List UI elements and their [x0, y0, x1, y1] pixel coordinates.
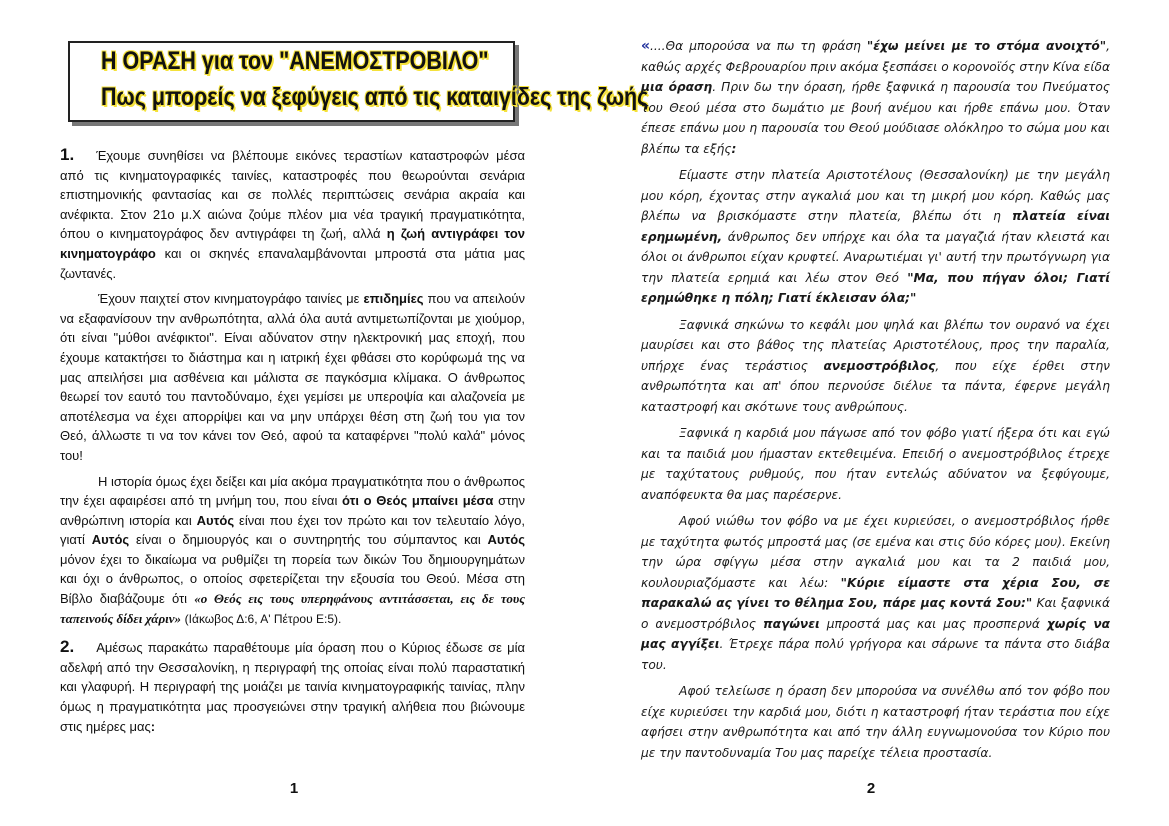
- bold-text: μια όραση: [641, 80, 713, 94]
- page-number: 2: [866, 780, 876, 797]
- text: είναι ο δημιουργός και ο συντηρητής του σύμπαντος και: [135, 532, 481, 548]
- bold-text: Αυτός: [487, 532, 525, 548]
- text: μπροστά μας και μας προσπερνά: [826, 616, 1040, 631]
- text: Ξαφνικά η καρδιά μου πάγωσε από τον φόβο γιατί ήξερα ότι και εγώ και τα παιδιά μου ήμασταν εκτεθειμένα. Επειδή ο ανεμοστρόβιλος έτρεχε με ταχύτατους ρυθμούς, που ήταν εντελώς αδύνατον να ξεφύγουμε, αναπόφευκτα θα μας παρέσερνε.: [641, 426, 1110, 502]
- paragraph-4: [60, 637, 525, 736]
- title-box: [68, 41, 649, 122]
- text: . Έτρεχε πάρα πολύ γρήγορα και σάρωνε τα πάντα στο διάβα του.: [641, 637, 1110, 672]
- bold-text: "Κύριε είμαστε στα χέρια Σου, σε παρακαλώ ας γίνει το θέλημα Σου, πάρε μας κοντά Σου:": [641, 575, 1110, 610]
- text: μόνον έχει το δικαίωμα να ρυθμίζει τη πορεία των δικών Του δημιουργημάτων και όχι ο άνθρωπος, ο οποίος σφετερίζεται την εξουσία του Θεού. Μέσα στη Βίβλο διαβάζουμε ότι: [60, 551, 525, 607]
- title-main: Η ΟΡΑΣΗ για τον "ΑΝΕΜΟΣΤΡΟΒΙΛΟ": [101, 47, 489, 75]
- text: που να απειλούν να εξαφανίσουν την ανθρωπότητα, αλλά όλα αυτά αντιμετωπίζονται με χιούμορ, ότι είναι "μύθοι ανέφικτοι". Είναι αδύνατον στην ηλεκτρονική μας εποχή, που έχουμε κατακτήσει το διάστημα και η ιατρική έχει φθάσει στο κορύφωμά της να μας απειλήσει μια ασθένεια και μάλιστα σε παγκόσμια κλίμακα. Ο άνθρωπος θεωρεί τον εαυτό του παντοδύναμο, έχει γεμίσει με υπεροψία και αλαζονεία με αποτέλεσμα να έχει απορρίψει και να μην υπάρχει θέση στη ζωή του για τον Θεό, άλλωστε τι να τον κάνει τον Θεό, αφού τα καταφέρνει "πολύ καλά" μόνος του!: [60, 291, 525, 463]
- right-page: [585, 0, 1169, 826]
- page-number: 1: [289, 780, 299, 797]
- bible-reference: (Ιάκωβος Δ:6, Α' Πέτρου Ε:5).: [184, 611, 342, 626]
- title-subtitle: Πως μπορείς να ξεφύγεις από τις καταιγίδες της ζωής: [101, 83, 649, 111]
- text: Η ιστορία όμως έχει δείξει και μία ακόμα πραγματικότητα που ο άνθρωπος την έχει αφαιρέσει από τη μνήμη του, που είναι: [60, 473, 525, 509]
- paragraph-3: [60, 472, 525, 630]
- bold-text: πλατεία είναι ερημωμένη,: [641, 209, 1110, 244]
- opening-quote-mark: «: [641, 38, 651, 54]
- text: Αμέσως παρακάτω παραθέτουμε μία όραση που ο Κύριος έδωσε σε μία αδελφή από την Θεσσαλονίκη, η περιγραφή της οποίας είναι πολύ παραστατική και γλαφυρή. Η περιγραφή της μοιάζει με ταινία κινηματογραφικής ταινίας, πλην όμως η πραγματικότητα μας προσγειώνει στην τραγική αλήθεια που βιώνουμε στις ημέρες μας: [60, 640, 525, 734]
- text: και οι σκηνές επαναλαμβάνονται μπροστά στα μάτια μας ζωντανές.: [60, 245, 525, 281]
- right-column-text: [641, 36, 1110, 769]
- bold-text: επιδημίες: [363, 291, 424, 307]
- section-number-2: 2.: [60, 637, 75, 657]
- text: στην ανθρώπινη ιστορία και: [60, 493, 525, 528]
- text: Ξαφνικά σηκώνω το κεφάλι μου ψηλά και βλέπω τον ουρανό να έχει μαυρίσει και στο βάθος της πλατείας Αριστοτέλους, προς την παραλία, υπήρχε ένας τεράστιος: [641, 317, 1110, 373]
- paragraph-1: [641, 36, 1110, 159]
- paragraph-1: [60, 145, 525, 283]
- bold-text: Αυτός: [91, 532, 130, 548]
- text: Αφού τελείωσε η όραση δεν μπορούσα να συνέλθω από τον φόβο που είχε κυριεύσει την καρδιά μου, διότι η καταστροφή ήταν τεράστια που είχε αφήσει στην ανθρωπότητα και από την άλλη ευγνωμονούσα τον Κύριο που με την παντοδυναμία Του μας παρείχε τέλεια προστασία.: [641, 684, 1110, 760]
- text: . Πριν δω την όραση, ήρθε ξαφνικά η παρουσία του Πνεύματος του Θεού μέσα στο δωμάτιο με βουή ανέμου και ήρθε επάνω μου. Όταν έπεσε επάνω μου η παρουσία του Θεού μούδιασε ολόκληρο το σώμα μου και βλέπω τα εξής: [641, 80, 1110, 156]
- text: Έχουν παιχτεί στον κινηματογράφο ταινίες με: [98, 291, 360, 307]
- text: Και ξαφνικά ο ανεμοστρόβιλος: [641, 596, 1110, 631]
- text: ....Θα μπορούσα να πω τη φράση: [650, 39, 861, 53]
- text: Είμαστε στην πλατεία Αριστοτέλους (Θεσσαλονίκη) με την μεγάλη μου κόρη, έχοντας στην αγκαλιά μου και τη μικρή μου κόρη. Καθώς μας βλέπω να βρισκόμαστε στην πλατεία, βλέπω ότι η: [641, 168, 1110, 223]
- colon: :: [150, 718, 156, 734]
- bold-text: χωρίς να μας αγγίξει: [641, 616, 1111, 651]
- bold-text: ότι ο Θεός μπαίνει μέσα: [342, 493, 494, 509]
- paragraph-4: [641, 423, 1110, 505]
- bold-text: "έχω μείνει με το στόμα ανοιχτό": [866, 39, 1107, 53]
- text: είναι που έχει τον πρώτο και τον τελευταίο λόγο, γιατί: [60, 512, 525, 548]
- text: , που είχε έρθει στην ανθρωπότητα και απ' όπου περνούσε διέλυε τα πάντα, έφερνε μεγάλη καταστροφή και σκότωνε τους ανθρώπους.: [641, 358, 1110, 414]
- bold-text: η ζωή αντιγράφει τον κινηματογράφο: [60, 226, 525, 261]
- bold-text: Αυτός: [196, 512, 235, 528]
- text: Αφού νιώθω τον φόβο να με έχει κυριεύσει, ο ανεμοστρόβιλος ήρθε με ταχύτητα φωτός μπροστά μας (σε εμένα και στις δύο κόρες μου). Εκείνη την ώρα σφίγγω μέσα στην αγκαλιά μου και τα 2 παιδιά μου, κουλουριαζόμαστε και λέω:: [641, 514, 1110, 590]
- paragraph-5: [641, 511, 1110, 675]
- paragraph-6: [641, 681, 1110, 763]
- bold-text: "Μα, που πήγαν όλοι; Γιατί ερημώθηκε η πόλη; Γιατί έκλεισαν όλα;": [641, 270, 1110, 305]
- text: , καθώς αρχές Φεβρουαρίου πριν ακόμα ξεσπάσει ο κορονοϊός στην Κίνα είδα: [641, 39, 1111, 74]
- text: Έχουμε συνηθίσει να βλέπουμε εικόνες τεραστίων καταστροφών μέσα από τις κινηματογραφικές ταινίες, καταστροφές που θεωρούνται σενάρια επιστημονικής φαντασίας και σε πολλές περιπτώσεις σενάρια ακραία και ανέφικτα. Στον 21ο μ.Χ αιώνα ζούμε πλέον μια νέα τραγική πραγματικότητα, όπου ο κινηματογράφος δεν αντιγράφει τη ζωή, αλλά: [60, 148, 525, 242]
- left-column-text: [60, 145, 525, 742]
- section-number-1: 1.: [60, 145, 75, 164]
- bold-text: παγώνει: [763, 616, 820, 631]
- paragraph-2: [641, 165, 1110, 309]
- paragraph-2: [60, 289, 525, 465]
- text: άνθρωπος δεν υπήρχε και όλα τα μαγαζιά ήταν κλειστά και όλοι οι άνθρωποι είχαν κρυφτεί. Αναρωτιέμαι γι' αυτή την πρωτόγνωρη για την πλατεία ερημιά και λέω στον Θεό: [641, 229, 1110, 285]
- colon: :: [731, 141, 737, 156]
- bold-text: ανεμοστρόβιλος: [823, 358, 936, 373]
- bible-quote: «ο Θεός εις τους υπερηφάνους αντιτάσσεται, εις δε τους ταπεινούς δίδει χάριν»: [60, 591, 525, 626]
- paragraph-3: [641, 315, 1110, 418]
